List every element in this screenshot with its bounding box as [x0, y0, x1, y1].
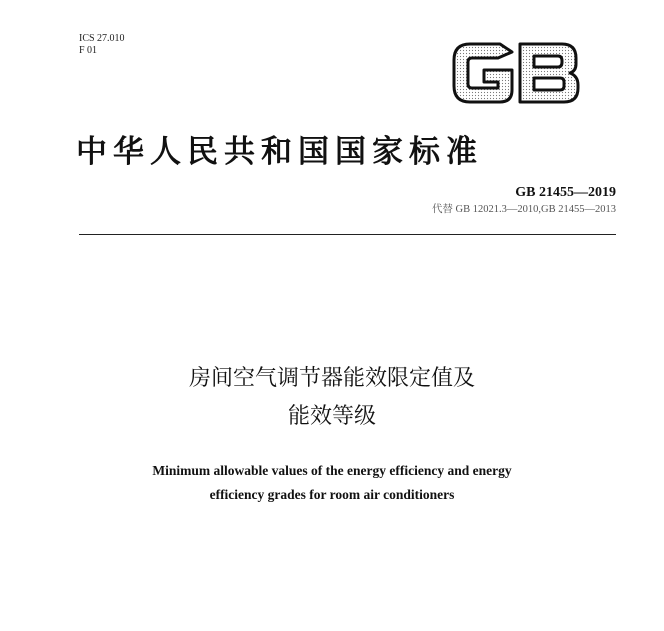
- english-title-line-2: efficiency grades for room air conditioners: [209, 487, 455, 502]
- replaced-standards: 代替 GB 12021.3—2010,GB 21455—2013: [431, 204, 616, 215]
- ics-code: ICS 27.010: [79, 33, 125, 44]
- english-title: [0, 459, 664, 507]
- ccs-code: F 01: [79, 45, 98, 56]
- chinese-title-line-1: 房间空气调节器能效限定值及: [188, 366, 475, 391]
- classification-codes: [79, 33, 125, 57]
- chinese-title: [0, 360, 664, 436]
- chinese-title-line-2: 能效等级: [287, 404, 376, 429]
- organization-title: 中华人民共和国国家标准: [76, 134, 483, 170]
- gb-logo: [450, 40, 582, 106]
- header-divider: [79, 234, 616, 235]
- standard-number: GB 21455—2019: [515, 185, 616, 200]
- english-title-line-1: Minimum allowable values of the energy efficiency and energy: [152, 463, 512, 478]
